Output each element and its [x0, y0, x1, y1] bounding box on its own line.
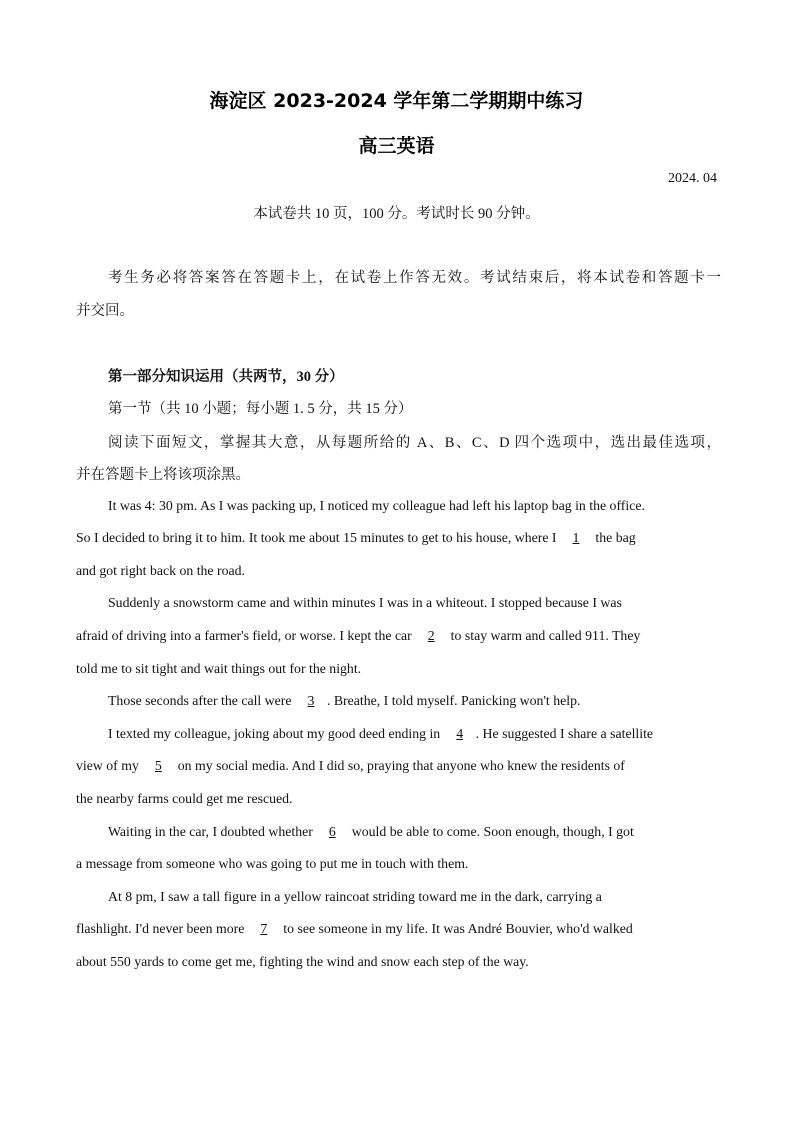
blank-1: 1: [572, 530, 580, 545]
blank-3: 3: [307, 693, 315, 708]
section1-heading: 第一节（共 10 小题；每小题 1. 5 分，共 15 分）: [108, 401, 413, 417]
passage-line: [76, 628, 721, 644]
passage-text: view of my: [76, 758, 143, 773]
passage-text: the bag: [591, 530, 636, 545]
passage-text: I texted my colleague, joking about my good deed ending in: [108, 726, 444, 741]
subject-title: 高三英语: [358, 135, 435, 157]
instruction-line-2: 并在答题卡上将该项涂黑。: [76, 467, 250, 483]
passage-line: [76, 824, 721, 840]
passage-line: about 550 yards to come get me, fighting the wind and snow each step of the way.: [76, 954, 529, 969]
blank-2: 2: [427, 628, 435, 643]
passage-text: to see someone in my life. It was André Bouvier, who'd walked: [279, 921, 633, 936]
passage-line: the nearby farms could get me rescued.: [76, 791, 293, 806]
passage-line: [76, 693, 721, 709]
passage-line: [76, 726, 721, 742]
exam-info: 本试卷共 10 页，100 分。考试时长 90 分钟。: [253, 206, 540, 222]
passage-line: It was 4: 30 pm. As I was packing up, I noticed my colleague had left his laptop bag in the office.: [108, 498, 645, 513]
blank-4: 4: [456, 726, 464, 741]
passage-text: So I decided to bring it to him. It took me about 15 minutes to get to his house, where I: [76, 530, 560, 545]
exam-title: 海淀区 2023-2024 学年第二学期期中练习: [209, 90, 584, 112]
passage-line: a message from someone who was going to put me in touch with them.: [76, 856, 469, 871]
passage-line: [76, 758, 721, 774]
exam-date: 2024. 04: [668, 171, 717, 186]
notice-line-1: 考生务必将答案答在答题卡上，在试卷上作答无效。考试结束后，将本试卷和答题卡一: [108, 270, 721, 286]
passage-line: At 8 pm, I saw a tall figure in a yellow raincoat striding toward me in the dark, carrying a: [108, 889, 602, 904]
passage-text: on my social media. And I did so, praying that anyone who knew the residents of: [174, 758, 625, 773]
part1-heading: 第一部分知识运用（共两节，30 分）: [108, 369, 344, 385]
instruction-line-1: 阅读下面短文，掌握其大意，从每题所给的 A、B、C、D 四个选项中，选出最佳选项，: [108, 435, 721, 451]
passage-line: told me to sit tight and wait things out for the night.: [76, 661, 362, 676]
blank-7: 7: [260, 921, 268, 936]
passage-line: and got right back on the road.: [76, 563, 245, 578]
passage-text: afraid of driving into a farmer's field, or worse. I kept the car: [76, 628, 416, 643]
blank-6: 6: [328, 824, 336, 839]
passage-text: Those seconds after the call were: [108, 693, 295, 708]
passage-line: Suddenly a snowstorm came and within minutes I was in a whiteout. I stopped because I was: [108, 595, 622, 610]
passage-text: Waiting in the car, I doubted whether: [108, 824, 317, 839]
passage-text: to stay warm and called 911. They: [447, 628, 641, 643]
passage-line: [76, 530, 721, 546]
passage-text: would be able to come. Soon enough, though, I got: [348, 824, 634, 839]
passage-text: . He suggested I share a satellite: [475, 726, 654, 741]
notice-line-2: 并交回。: [76, 303, 134, 319]
passage-text: . Breathe, I told myself. Panicking won't help.: [326, 693, 581, 708]
passage-line: [76, 921, 721, 937]
passage-text: flashlight. I'd never been more: [76, 921, 248, 936]
blank-5: 5: [154, 758, 162, 773]
